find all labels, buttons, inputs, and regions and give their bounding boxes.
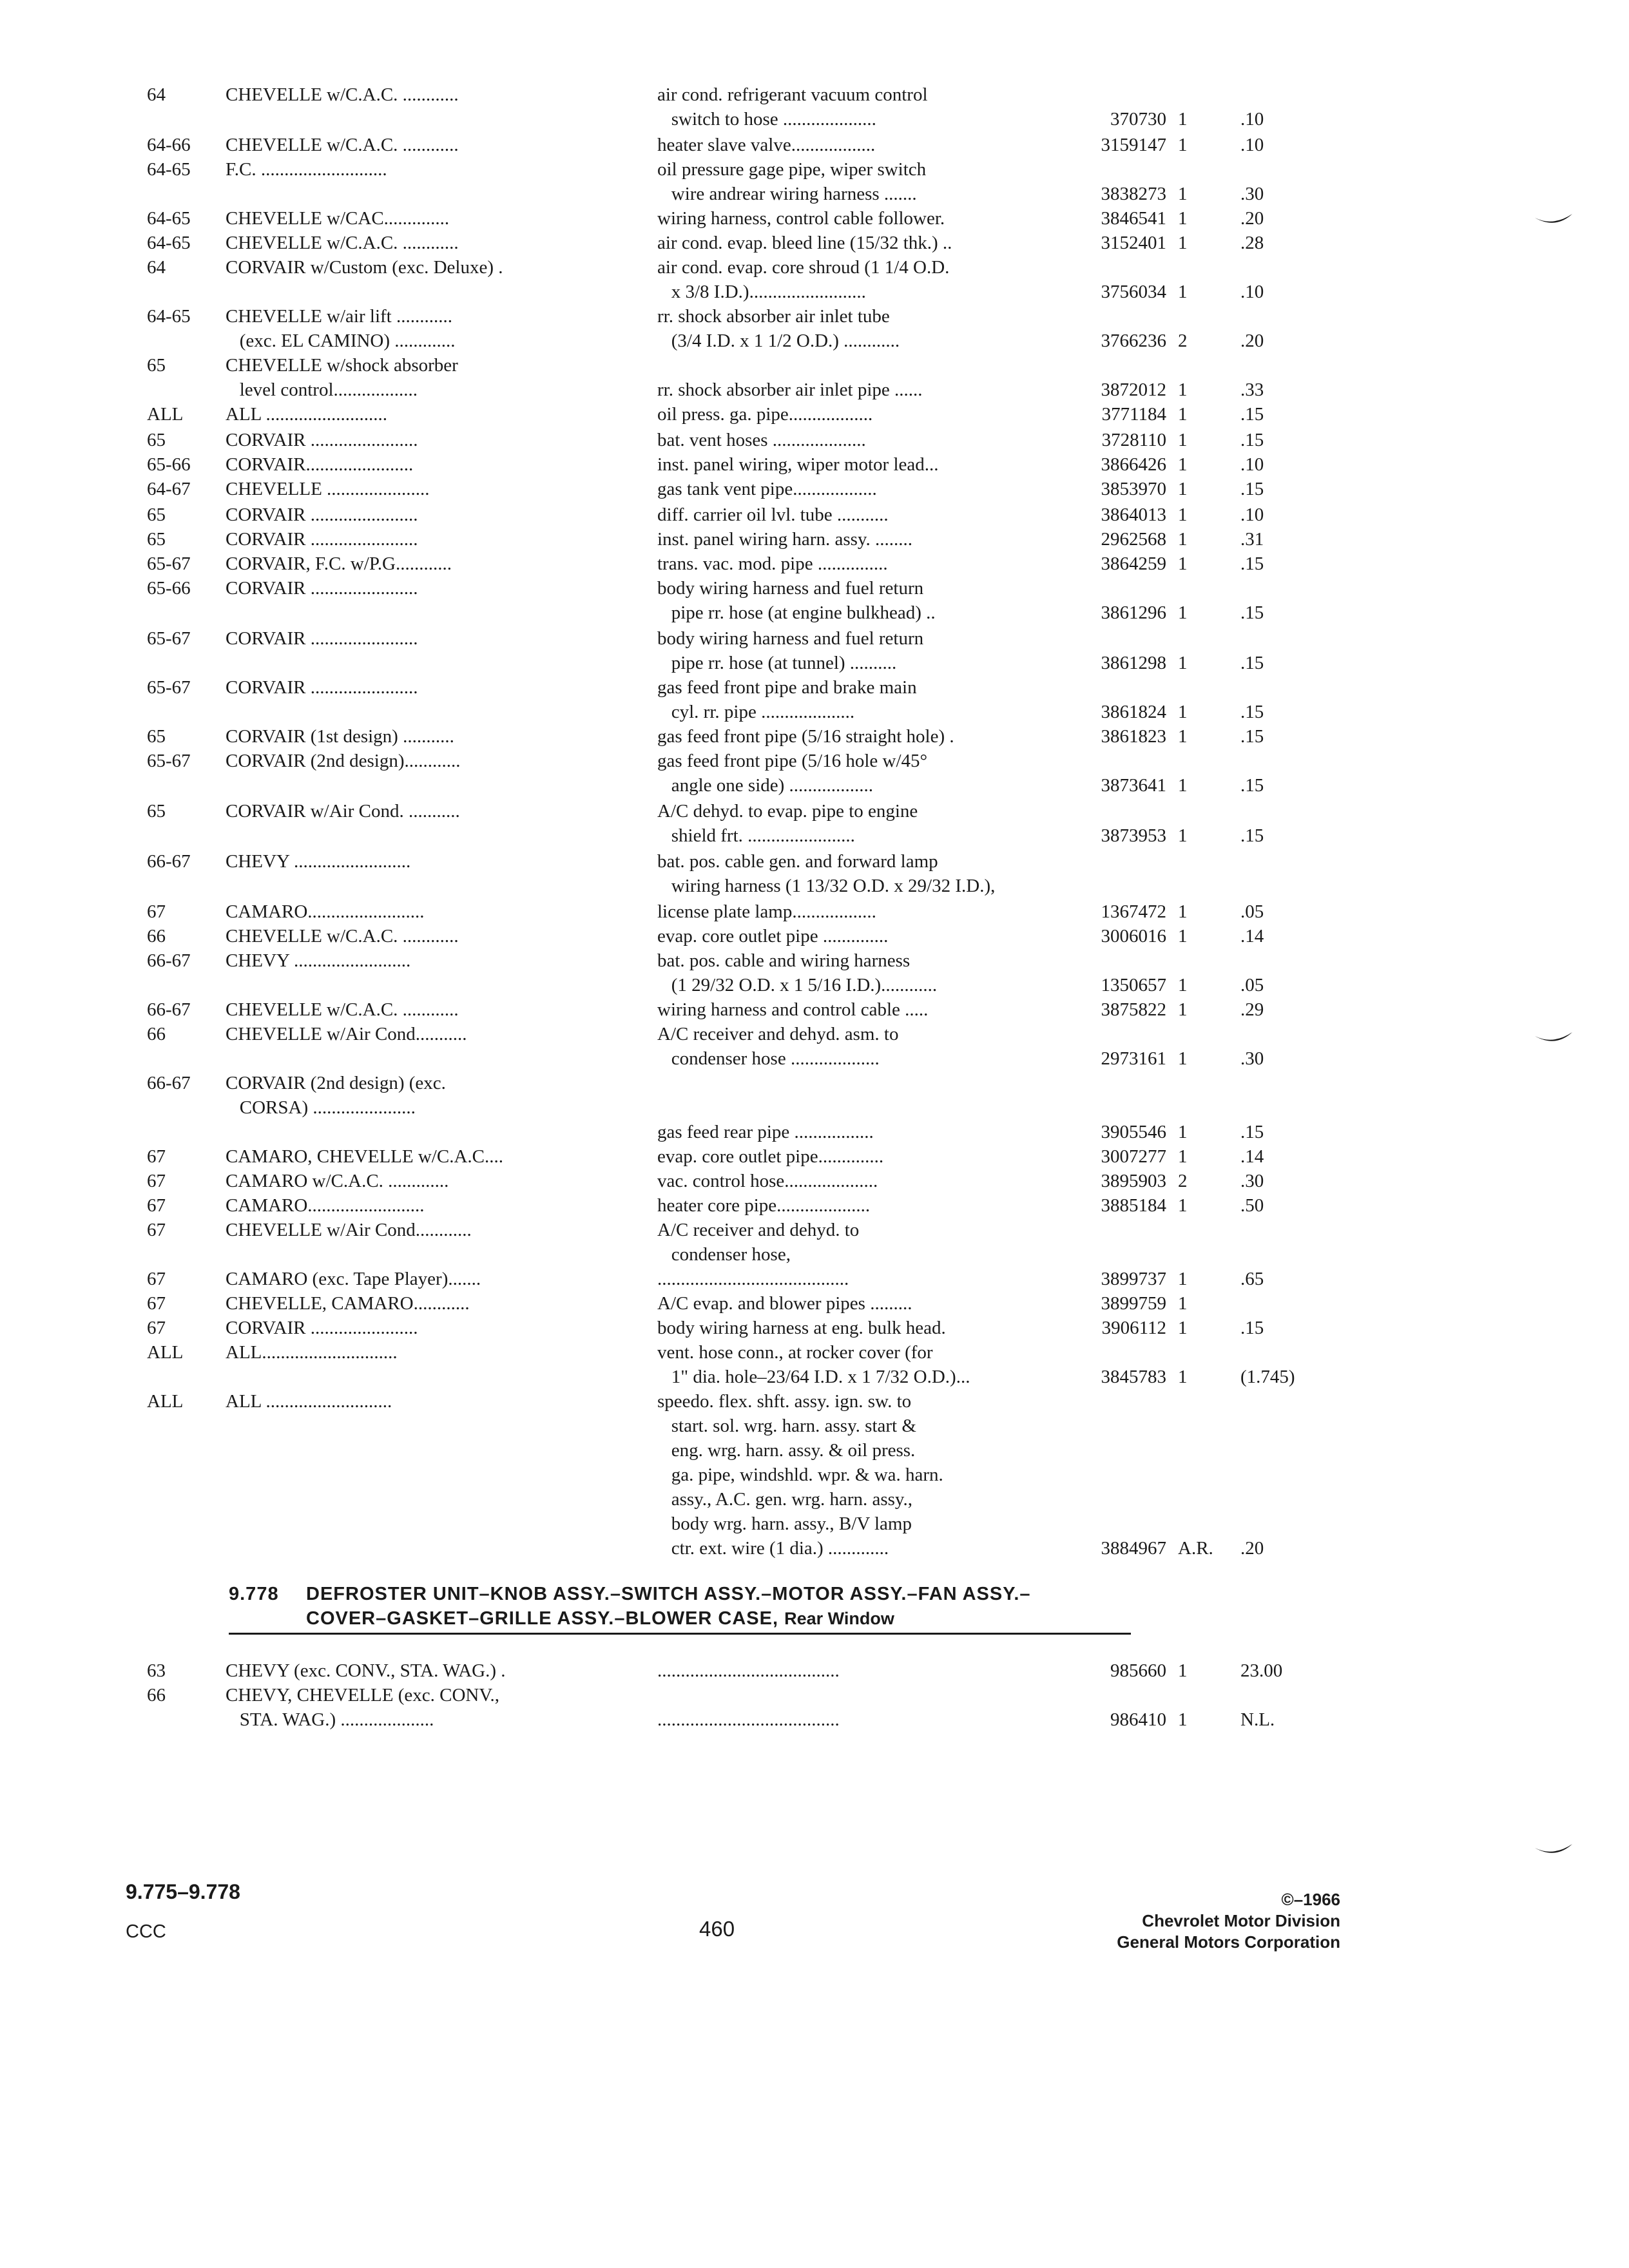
quantity: 1 — [1178, 553, 1188, 574]
year: 67 — [147, 1146, 166, 1167]
year: 67 — [147, 1220, 166, 1240]
price: .15 — [1240, 1122, 1264, 1142]
part-number: 3861298 — [1101, 653, 1166, 673]
price: .30 — [1240, 1171, 1264, 1191]
description: evap. core outlet pipe.............. — [657, 1146, 884, 1167]
description: trans. vac. mod. pipe ............... — [657, 553, 888, 574]
model: CORVAIR ....................... — [226, 628, 418, 649]
price: (1.745) — [1240, 1367, 1295, 1387]
model: CHEVELLE ...................... — [226, 479, 430, 499]
model: CHEVELLE, CAMARO............ — [226, 1293, 470, 1314]
part-number: 1350657 — [1101, 975, 1166, 995]
quantity: 1 — [1178, 1195, 1188, 1216]
description: bat. pos. cable and wiring harness — [657, 950, 911, 971]
quantity: 1 — [1178, 479, 1188, 499]
model: CHEVY (exc. CONV., STA. WAG.) . — [226, 1660, 506, 1681]
price: .10 — [1240, 454, 1264, 475]
page-number: 460 — [699, 1917, 735, 1941]
price: .33 — [1240, 380, 1264, 400]
model: ALL............................. — [226, 1342, 398, 1363]
description: pipe rr. hose (at tunnel) .......... — [657, 653, 897, 673]
model: CORVAIR ....................... — [226, 529, 418, 550]
part-number: 3885184 — [1101, 1195, 1166, 1216]
year: 67 — [147, 1269, 166, 1289]
part-number: 3861296 — [1101, 602, 1166, 623]
description: A/C dehyd. to evap. pipe to engine — [657, 801, 918, 822]
price: .15 — [1240, 479, 1264, 499]
quantity: 1 — [1178, 1367, 1188, 1387]
model: (exc. EL CAMINO) ............. — [226, 331, 456, 351]
description: gas feed front pipe and brake main — [657, 677, 917, 698]
quantity: 1 — [1178, 1318, 1188, 1338]
year: 65 — [147, 430, 166, 450]
description: inst. panel wiring, wiper motor lead... — [657, 454, 939, 475]
quantity: 1 — [1178, 926, 1188, 947]
price: .15 — [1240, 825, 1264, 846]
model: CAMARO......................... — [226, 1195, 425, 1216]
description: wiring harness, control cable follower. — [657, 208, 945, 229]
section-title-main: COVER–GASKET–GRILLE ASSY.–BLOWER CASE, — [306, 1608, 779, 1629]
year: 66-67 — [147, 1073, 191, 1093]
year: ALL — [147, 1391, 184, 1412]
description: condenser hose ................... — [657, 1048, 880, 1069]
part-number: 2973161 — [1101, 1048, 1166, 1069]
description: 1" dia. hole–23/64 I.D. x 1 7/32 O.D.)... — [657, 1367, 970, 1387]
model: CHEVY ......................... — [226, 851, 411, 872]
price: .15 — [1240, 602, 1264, 623]
year: 64-67 — [147, 479, 191, 499]
part-number: 370730 — [1110, 109, 1166, 130]
model: CORVAIR ....................... — [226, 505, 418, 525]
year: ALL — [147, 1342, 184, 1363]
year: 65 — [147, 505, 166, 525]
year: 67 — [147, 1171, 166, 1191]
quantity: 1 — [1178, 404, 1188, 425]
quantity: 1 — [1178, 825, 1188, 846]
part-number: 3861823 — [1101, 726, 1166, 747]
price: .28 — [1240, 233, 1264, 253]
model: CAMARO w/C.A.C. ............. — [226, 1171, 449, 1191]
year: 66 — [147, 926, 166, 947]
model: CORSA) ...................... — [226, 1097, 416, 1118]
year: 63 — [147, 1660, 166, 1681]
quantity: 1 — [1178, 1709, 1188, 1730]
quantity: A.R. — [1178, 1538, 1213, 1559]
model: F.C. ........................... — [226, 159, 387, 180]
section-range: 9.775–9.778 — [126, 1880, 240, 1903]
model: CHEVELLE w/C.A.C. ............ — [226, 84, 459, 105]
division: Chevrolet Motor Division — [1142, 1911, 1340, 1930]
description: shield frt. ....................... — [657, 825, 855, 846]
price: .10 — [1240, 282, 1264, 302]
description: heater core pipe.................... — [657, 1195, 871, 1216]
year: 64 — [147, 257, 166, 278]
price: .14 — [1240, 1146, 1264, 1167]
price: .30 — [1240, 1048, 1264, 1069]
quantity: 1 — [1178, 702, 1188, 722]
model: CAMARO (exc. Tape Player)....... — [226, 1269, 481, 1289]
price: .15 — [1240, 430, 1264, 450]
price: .20 — [1240, 1538, 1264, 1559]
quantity: 1 — [1178, 282, 1188, 302]
section-title-line2 — [306, 1606, 894, 1631]
description: ctr. ext. wire (1 dia.) ............. — [657, 1538, 889, 1559]
part-number: 3906112 — [1101, 1318, 1166, 1338]
description: (3/4 I.D. x 1 1/2 O.D.) ............ — [657, 331, 900, 351]
description: vent. hose conn., at rocker cover (for — [657, 1342, 933, 1363]
model: CAMARO, CHEVELLE w/C.A.C.... — [226, 1146, 503, 1167]
part-number: 2962568 — [1101, 529, 1166, 550]
model: CHEVELLE w/shock absorber — [226, 355, 458, 376]
description: bat. pos. cable gen. and forward lamp — [657, 851, 938, 872]
model: CORVAIR w/Air Cond. ........... — [226, 801, 460, 822]
year: 65 — [147, 726, 166, 747]
year: 65-66 — [147, 454, 191, 475]
year: 67 — [147, 901, 166, 922]
quantity: 1 — [1178, 1293, 1188, 1314]
quantity: 1 — [1178, 109, 1188, 130]
year: 64-65 — [147, 233, 191, 253]
quantity: 1 — [1178, 1048, 1188, 1069]
quantity: 1 — [1178, 975, 1188, 995]
description: gas feed front pipe (5/16 straight hole) . — [657, 726, 954, 747]
part-number: 3864013 — [1101, 505, 1166, 525]
description: air cond. evap. core shroud (1 1/4 O.D. — [657, 257, 950, 278]
year: 64-65 — [147, 306, 191, 327]
model: CORVAIR ....................... — [226, 430, 418, 450]
description: body wiring harness and fuel return — [657, 578, 924, 599]
year: 65 — [147, 355, 166, 376]
model: CHEVELLE w/C.A.C. ............ — [226, 233, 459, 253]
quantity: 1 — [1178, 1269, 1188, 1289]
part-number: 3756034 — [1101, 282, 1166, 302]
part-number: 3159147 — [1101, 135, 1166, 155]
description: oil pressure gage pipe, wiper switch — [657, 159, 927, 180]
price: 23.00 — [1240, 1660, 1283, 1681]
quantity: 1 — [1178, 380, 1188, 400]
description: body wrg. harn. assy., B/V lamp — [657, 1514, 912, 1534]
description: eng. wrg. harn. assy. & oil press. — [657, 1440, 916, 1461]
price: .15 — [1240, 553, 1264, 574]
description: rr. shock absorber air inlet tube — [657, 306, 890, 327]
description: body wiring harness and fuel return — [657, 628, 924, 649]
quantity: 1 — [1178, 726, 1188, 747]
section-number: 9.778 — [229, 1584, 279, 1604]
description: wire andrear wiring harness ....... — [657, 184, 917, 204]
quantity: 2 — [1178, 1171, 1188, 1191]
model: CORVAIR (1st design) ........... — [226, 726, 454, 747]
price: .10 — [1240, 109, 1264, 130]
model: CORVAIR ....................... — [226, 578, 418, 599]
model: CORVAIR, F.C. w/P.G............ — [226, 553, 452, 574]
year: 65-66 — [147, 578, 191, 599]
part-number: 3766236 — [1101, 331, 1166, 351]
part-number: 1367472 — [1101, 901, 1166, 922]
model: CHEVELLE w/Air Cond............ — [226, 1220, 472, 1240]
model: CORVAIR (2nd design)............ — [226, 751, 461, 771]
model: CORVAIR....................... — [226, 454, 414, 475]
section-rule — [229, 1633, 1131, 1635]
part-number: 3864259 — [1101, 553, 1166, 574]
model: CHEVY ......................... — [226, 950, 411, 971]
description: ....................................... — [657, 1709, 840, 1730]
part-number: 3152401 — [1101, 233, 1166, 253]
year: 64 — [147, 84, 166, 105]
year: 66-67 — [147, 999, 191, 1020]
quantity: 1 — [1178, 505, 1188, 525]
part-number: 985660 — [1110, 1660, 1166, 1681]
price: .65 — [1240, 1269, 1264, 1289]
section-title-sub: Rear Window — [784, 1609, 894, 1628]
quantity: 1 — [1178, 430, 1188, 450]
year: 64-66 — [147, 135, 191, 155]
description: vac. control hose.................... — [657, 1171, 878, 1191]
quantity: 1 — [1178, 529, 1188, 550]
description: ga. pipe, windshld. wpr. & wa. harn. — [657, 1465, 943, 1485]
model: CHEVELLE w/air lift ............ — [226, 306, 452, 327]
year: 65-67 — [147, 553, 191, 574]
description: condenser hose, — [657, 1244, 791, 1265]
margin-mark — [1534, 1843, 1574, 1860]
year: 66 — [147, 1024, 166, 1044]
model: CHEVY, CHEVELLE (exc. CONV., — [226, 1685, 500, 1706]
price: .15 — [1240, 653, 1264, 673]
part-number: 3895903 — [1101, 1171, 1166, 1191]
model: level control.................. — [226, 380, 418, 400]
year: 64-65 — [147, 159, 191, 180]
model: ALL .......................... — [226, 404, 388, 425]
description: speedo. flex. shft. assy. ign. sw. to — [657, 1391, 912, 1412]
price: .05 — [1240, 975, 1264, 995]
description: diff. carrier oil lvl. tube ........... — [657, 505, 889, 525]
year: 65 — [147, 801, 166, 822]
quantity: 1 — [1178, 233, 1188, 253]
year: 64-65 — [147, 208, 191, 229]
description: rr. shock absorber air inlet pipe ...... — [657, 380, 923, 400]
year: 66 — [147, 1685, 166, 1706]
price: .05 — [1240, 901, 1264, 922]
part-number: 3846541 — [1101, 208, 1166, 229]
corporation: General Motors Corporation — [1117, 1932, 1340, 1952]
margin-mark — [1534, 1031, 1574, 1048]
model: CHEVELLE w/C.A.C. ............ — [226, 926, 459, 947]
quantity: 1 — [1178, 653, 1188, 673]
price: .29 — [1240, 999, 1264, 1020]
part-number: 3866426 — [1101, 454, 1166, 475]
model: CORVAIR ....................... — [226, 1318, 418, 1338]
part-number: 3873641 — [1101, 775, 1166, 796]
model: CORVAIR ....................... — [226, 677, 418, 698]
quantity: 1 — [1178, 1122, 1188, 1142]
description: air cond. refrigerant vacuum control — [657, 84, 928, 105]
year: ALL — [147, 404, 184, 425]
year: 67 — [147, 1195, 166, 1216]
year: 66-67 — [147, 851, 191, 872]
quantity: 1 — [1178, 1660, 1188, 1681]
part-number: 3884967 — [1101, 1538, 1166, 1559]
description: oil press. ga. pipe.................. — [657, 404, 873, 425]
model: CHEVELLE w/Air Cond........... — [226, 1024, 467, 1044]
description: bat. vent hoses .................... — [657, 430, 866, 450]
quantity: 1 — [1178, 901, 1188, 922]
quantity: 1 — [1178, 454, 1188, 475]
price: .31 — [1240, 529, 1264, 550]
year: 67 — [147, 1318, 166, 1338]
price: .10 — [1240, 135, 1264, 155]
description: angle one side) .................. — [657, 775, 874, 796]
section-title-line1: DEFROSTER UNIT–KNOB ASSY.–SWITCH ASSY.–MOTOR ASSY.–FAN ASSY.– — [306, 1584, 1031, 1604]
model: CHEVELLE w/CAC.............. — [226, 208, 450, 229]
description: gas feed front pipe (5/16 hole w/45° — [657, 751, 928, 771]
description: x 3/8 I.D.)......................... — [657, 282, 866, 302]
description: gas tank vent pipe.................. — [657, 479, 877, 499]
part-number: 3845783 — [1101, 1367, 1166, 1387]
part-number: 3853970 — [1101, 479, 1166, 499]
description: A/C receiver and dehyd. asm. to — [657, 1024, 899, 1044]
year: 66-67 — [147, 950, 191, 971]
model: CHEVELLE w/C.A.C. ............ — [226, 999, 459, 1020]
price: .30 — [1240, 184, 1264, 204]
price: N.L. — [1240, 1709, 1275, 1730]
price: .15 — [1240, 775, 1264, 796]
part-number: 986410 — [1110, 1709, 1166, 1730]
price: .20 — [1240, 331, 1264, 351]
part-number: 3007277 — [1101, 1146, 1166, 1167]
part-number: 3728110 — [1101, 430, 1166, 450]
model: CORVAIR (2nd design) (exc. — [226, 1073, 446, 1093]
description: wiring harness and control cable ..... — [657, 999, 929, 1020]
description: wiring harness (1 13/32 O.D. x 29/32 I.D.), — [657, 876, 996, 896]
margin-mark — [1534, 213, 1574, 229]
part-number: 3838273 — [1101, 184, 1166, 204]
price: .15 — [1240, 702, 1264, 722]
description: A/C receiver and dehyd. to — [657, 1220, 860, 1240]
description: air cond. evap. bleed line (15/32 thk.) .. — [657, 233, 952, 253]
part-number: 3872012 — [1101, 380, 1166, 400]
model: CAMARO......................... — [226, 901, 425, 922]
year: 65-67 — [147, 677, 191, 698]
copyright: ©–1966 — [1281, 1890, 1340, 1909]
quantity: 1 — [1178, 1146, 1188, 1167]
description: gas feed rear pipe ................. — [657, 1122, 874, 1142]
price: .20 — [1240, 208, 1264, 229]
part-number: 3771184 — [1101, 404, 1166, 425]
description: assy., A.C. gen. wrg. harn. assy., — [657, 1489, 913, 1510]
quantity: 1 — [1178, 208, 1188, 229]
part-number: 3899737 — [1101, 1269, 1166, 1289]
year: 65 — [147, 529, 166, 550]
price: .14 — [1240, 926, 1264, 947]
price: .10 — [1240, 505, 1264, 525]
description: ....................................... — [657, 1660, 840, 1681]
part-number: 3861824 — [1101, 702, 1166, 722]
quantity: 1 — [1178, 602, 1188, 623]
quantity: 1 — [1178, 135, 1188, 155]
description: (1 29/32 O.D. x 1 5/16 I.D.)............ — [657, 975, 938, 995]
price: .15 — [1240, 404, 1264, 425]
year: 67 — [147, 1293, 166, 1314]
quantity: 1 — [1178, 775, 1188, 796]
description: ......................................... — [657, 1269, 849, 1289]
part-number: 3875822 — [1101, 999, 1166, 1020]
publisher-block — [1031, 1889, 1340, 1953]
part-number: 3006016 — [1101, 926, 1166, 947]
model: CHEVELLE w/C.A.C. ............ — [226, 135, 459, 155]
description: cyl. rr. pipe .................... — [657, 702, 855, 722]
description: heater slave valve.................. — [657, 135, 876, 155]
model: STA. WAG.) .................... — [226, 1709, 434, 1730]
model: CORVAIR w/Custom (exc. Deluxe) . — [226, 257, 503, 278]
description: body wiring harness at eng. bulk head. — [657, 1318, 946, 1338]
description: pipe rr. hose (at engine bulkhead) .. — [657, 602, 936, 623]
model: ALL ........................... — [226, 1391, 392, 1412]
description: A/C evap. and blower pipes ......... — [657, 1293, 912, 1314]
year: 65-67 — [147, 751, 191, 771]
price: .15 — [1240, 1318, 1264, 1338]
quantity: 1 — [1178, 999, 1188, 1020]
quantity: 1 — [1178, 184, 1188, 204]
catalog-code: CCC — [126, 1921, 166, 1942]
description: switch to hose .................... — [657, 109, 876, 130]
price: .50 — [1240, 1195, 1264, 1216]
part-number: 3899759 — [1101, 1293, 1166, 1314]
part-number: 3873953 — [1101, 825, 1166, 846]
description: evap. core outlet pipe .............. — [657, 926, 889, 947]
price: .15 — [1240, 726, 1264, 747]
description: start. sol. wrg. harn. assy. start & — [657, 1416, 916, 1436]
description: license plate lamp.................. — [657, 901, 876, 922]
part-number: 3905546 — [1101, 1122, 1166, 1142]
year: 65-67 — [147, 628, 191, 649]
quantity: 2 — [1178, 331, 1188, 351]
description: inst. panel wiring harn. assy. ........ — [657, 529, 913, 550]
